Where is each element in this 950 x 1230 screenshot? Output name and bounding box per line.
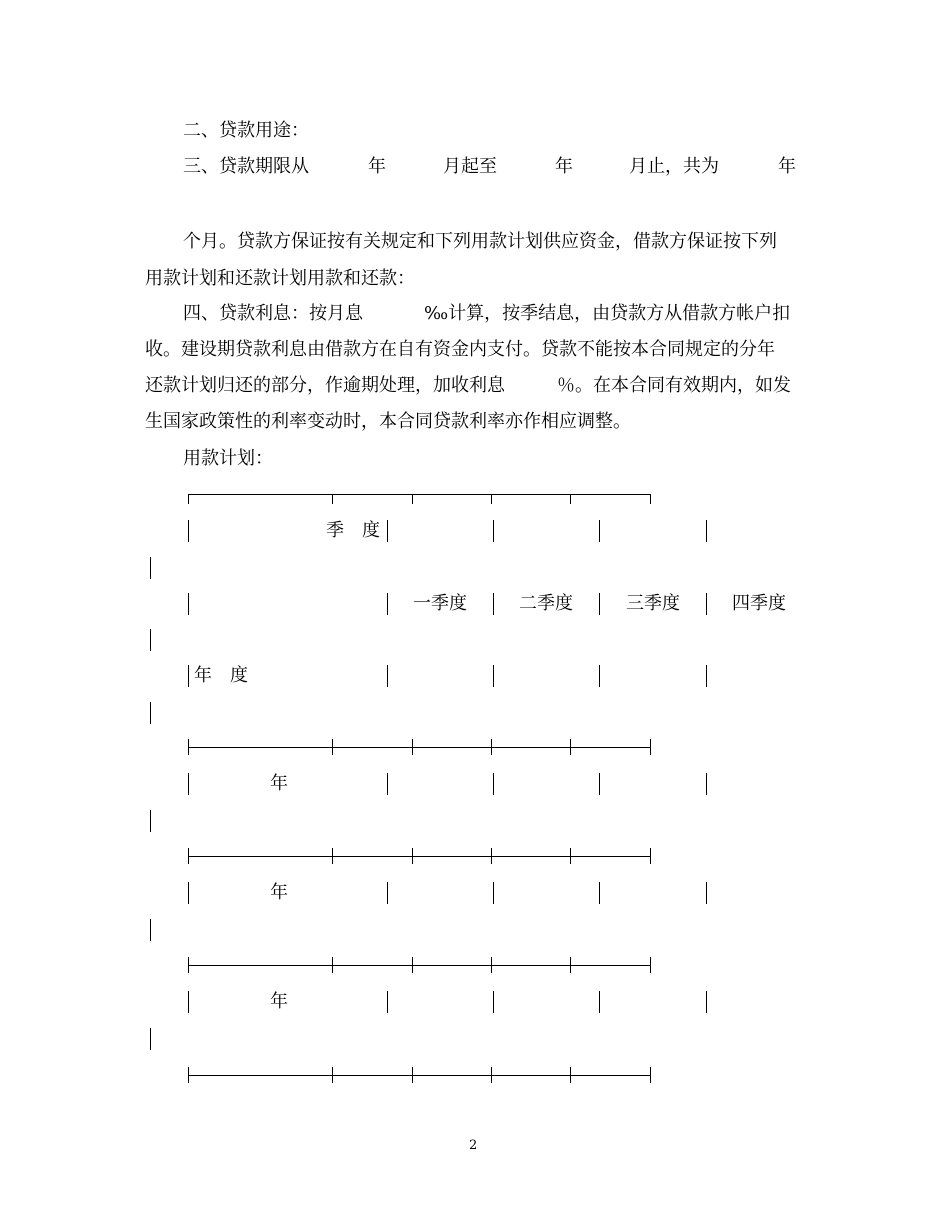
table-cell-divider: [706, 991, 707, 1013]
table-rule-tick: [570, 1067, 571, 1083]
table-wrap-divider: [150, 557, 151, 579]
section-4-line-4: 生国家政策性的利率变动时，本合同贷款利率亦作相应调整。: [145, 411, 631, 432]
section-3-year-2: 年: [555, 156, 573, 177]
table-rule-tick: [650, 957, 651, 973]
table-cell-divider: [188, 593, 189, 615]
table-rule-tick: [188, 739, 189, 755]
table-cell-divider: [387, 991, 388, 1013]
table-rule-tick: [412, 739, 413, 755]
table-wrap-divider: [150, 810, 151, 832]
table-cell-divider: [493, 882, 494, 904]
table-cell-divider: [493, 773, 494, 795]
table-cell-divider: [188, 882, 189, 904]
section-4-line-2: 收。建设期贷款利息由借款方在自有资金内支付。贷款不能按本合同规定的分年: [145, 339, 775, 360]
table-wrap-divider: [150, 919, 151, 941]
table-cell-divider: [493, 520, 494, 542]
section-3-month-1: 月起至: [443, 156, 497, 177]
table-rule-tick: [188, 494, 189, 504]
table-rule-tick: [332, 1067, 333, 1083]
table-rule-tick: [491, 739, 492, 755]
table-rule-tick: [570, 739, 571, 755]
table-rule-tick: [491, 1067, 492, 1083]
table-rule: [188, 747, 650, 748]
table-rule-tick: [570, 494, 571, 504]
table-rule-tick: [412, 1067, 413, 1083]
table-cell-divider: [706, 773, 707, 795]
plan-label: 用款计划：: [183, 448, 273, 469]
year-row-3-label: 年: [270, 991, 288, 1012]
table-rule-tick: [650, 739, 651, 755]
table-cell-divider: [706, 593, 707, 615]
table-top-rule: [188, 494, 650, 495]
table-rule: [188, 965, 650, 966]
table-cell-divider: [706, 665, 707, 687]
table-cell-divider: [706, 520, 707, 542]
table-rule-tick: [332, 739, 333, 755]
page-number: 2: [469, 1138, 478, 1153]
table-rule-tick: [491, 494, 492, 504]
section-3-prefix: 三、贷款期限从: [183, 156, 309, 177]
table-rule-tick: [412, 494, 413, 504]
table-cell-divider: [387, 665, 388, 687]
table-cell-divider: [599, 593, 600, 615]
table-rule-tick: [570, 957, 571, 973]
table-cell-divider: [387, 520, 388, 542]
section-4-line-3b: ％。在本合同有效期内，如发: [557, 375, 791, 396]
table-rule-tick: [570, 848, 571, 864]
section-3-line-2: 个月。贷款方保证按有关规定和下列用款计划供应资金，借款方保证按下列: [183, 231, 777, 252]
table-cell-divider: [599, 882, 600, 904]
table-rule-tick: [188, 957, 189, 973]
table-bottom-rule: [188, 1075, 650, 1076]
table-wrap-divider: [150, 629, 151, 651]
table-rule-tick: [491, 957, 492, 973]
table-cell-divider: [706, 882, 707, 904]
year-row-1-label: 年: [270, 773, 288, 794]
section-3-line-3: 用款计划和还款计划用款和还款：: [145, 268, 415, 289]
table-rule-tick: [650, 494, 651, 504]
table-rule-tick: [332, 957, 333, 973]
table-rule-tick: [188, 1067, 189, 1083]
table-rule-tick: [332, 494, 333, 504]
table-rule: [188, 856, 650, 857]
section-4-line-1a: 四、贷款利息：按月息: [183, 303, 363, 324]
quarter-3-label: 三季度: [626, 593, 680, 614]
table-cell-divider: [493, 593, 494, 615]
table-rule-tick: [412, 957, 413, 973]
table-rule-tick: [650, 848, 651, 864]
quarter-header: 季 度: [326, 520, 380, 541]
quarter-2-label: 二季度: [519, 593, 573, 614]
table-rule-tick: [412, 848, 413, 864]
table-cell-divider: [387, 773, 388, 795]
table-rule-tick: [650, 1067, 651, 1083]
table-cell-divider: [188, 773, 189, 795]
table-cell-divider: [599, 665, 600, 687]
quarter-1-label: 一季度: [413, 593, 467, 614]
table-wrap-divider: [150, 702, 151, 724]
table-cell-divider: [188, 665, 189, 687]
table-rule-tick: [332, 848, 333, 864]
section-4-line-1b: ‰计算，按季结息，由贷款方从借款方帐户扣: [424, 303, 791, 324]
table-cell-divider: [599, 773, 600, 795]
section-3-month-2: 月止，共为: [629, 156, 719, 177]
table-cell-divider: [493, 991, 494, 1013]
section-3-year-3: 年: [778, 156, 796, 177]
table-rule-tick: [188, 848, 189, 864]
section-4-line-3a: 还款计划归还的部分，作逾期处理，加收利息: [145, 375, 505, 396]
year-row-2-label: 年: [270, 882, 288, 903]
quarter-4-label: 四季度: [732, 593, 786, 614]
section-3-year-1: 年: [368, 156, 386, 177]
table-cell-divider: [599, 520, 600, 542]
table-cell-divider: [188, 520, 189, 542]
table-cell-divider: [188, 991, 189, 1013]
section-2-heading: 二、贷款用途：: [183, 120, 309, 141]
table-wrap-divider: [150, 1028, 151, 1050]
table-cell-divider: [387, 882, 388, 904]
table-cell-divider: [599, 991, 600, 1013]
year-header: 年 度: [194, 665, 248, 686]
table-cell-divider: [387, 593, 388, 615]
table-rule-tick: [491, 848, 492, 864]
table-cell-divider: [493, 665, 494, 687]
